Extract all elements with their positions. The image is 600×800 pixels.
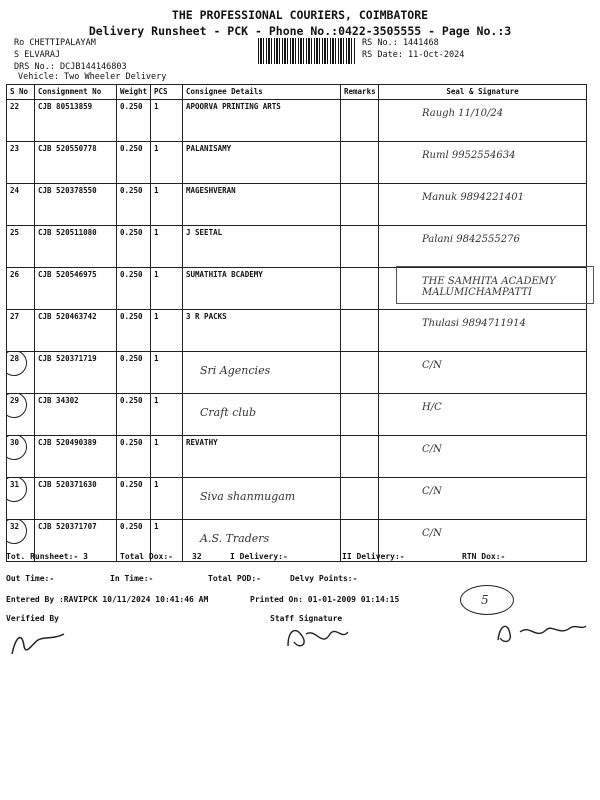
cell-pcs: 1 — [151, 142, 183, 184]
cell-weight: 0.250 — [117, 226, 151, 268]
handwritten-signature: Raugh 11/10/24 — [422, 108, 504, 119]
cell-sno: 26 — [7, 268, 35, 310]
cell-signature — [379, 184, 587, 226]
handwritten-signature: Palani 9842555276 — [422, 234, 520, 245]
printed-on: Printed On: 01-01-2009 01:14:15 — [250, 595, 400, 604]
cell-remarks — [341, 478, 379, 520]
delvy-points: Delvy Points:- — [290, 574, 358, 583]
cell-weight: 0.250 — [117, 184, 151, 226]
cell-weight: 0.250 — [117, 394, 151, 436]
cell-consignment: CJB 520550778 — [35, 142, 117, 184]
circled-count — [460, 585, 514, 615]
cell-consignment: CJB 520546975 — [35, 268, 117, 310]
runsheet-table — [6, 84, 587, 562]
total-dox-label: Total Dox:- — [120, 552, 173, 561]
cell-consignment: CJB 34302 — [35, 394, 117, 436]
company-title: THE PROFESSIONAL COURIERS, COIMBATORE — [171, 8, 429, 22]
cell-remarks — [341, 184, 379, 226]
cell-consignment: CJB 520463742 — [35, 310, 117, 352]
staff-signature-label: Staff Signature — [270, 614, 343, 623]
cell-weight: 0.250 — [117, 268, 151, 310]
cell-consignee — [183, 352, 341, 394]
table-row — [7, 436, 587, 478]
cell-consignee: 3 R PACKS — [183, 310, 341, 352]
cell-signature — [379, 352, 587, 394]
cell-consignment: CJB 520371630 — [35, 478, 117, 520]
cell-consignment: CJB 520378550 — [35, 184, 117, 226]
vehicle-label: Vehicle: Two Wheeler Delivery — [18, 72, 167, 82]
rtn-dox: RTN Dox:- — [462, 552, 506, 561]
i-delivery: I Delivery:- — [230, 552, 288, 561]
tot-runsheet: Tot. Runsheet:- 3 — [6, 552, 88, 561]
cell-remarks — [341, 436, 379, 478]
cell-consignee: SUMATHITA BCADEMY — [183, 268, 341, 310]
handwritten-signature: Manuk 9894221401 — [422, 192, 524, 203]
in-time: In Time:- — [110, 574, 154, 583]
cell-pcs: 1 — [151, 352, 183, 394]
out-time: Out Time:- — [6, 574, 55, 583]
entered-by: Entered By :RAVIPCK 10/11/2024 10:41:46 AM — [6, 595, 209, 604]
cell-consignee: MAGESHVERAN — [183, 184, 341, 226]
circled-sno-mark — [7, 352, 28, 377]
cell-sno: 32 — [7, 520, 35, 562]
handwritten-signature: H/C — [422, 402, 442, 413]
table-row — [7, 310, 587, 352]
rs-number: RS No.: 1441468 — [362, 38, 439, 48]
cell-consignment: CJB 520511080 — [35, 226, 117, 268]
receiver-signature — [490, 614, 590, 650]
table-row — [7, 184, 587, 226]
cell-sno: 27 — [7, 310, 35, 352]
cell-weight: 0.250 — [117, 436, 151, 478]
handwritten-signature: C/N — [422, 486, 442, 497]
table-header-row — [7, 85, 587, 100]
cell-sno: 24 — [7, 184, 35, 226]
col-header-consignment: Consignment No — [35, 85, 117, 100]
handwritten-signature: THE SAMHITA ACADEMY MALUMICHAMPATTI — [422, 276, 556, 298]
circled-sno-mark — [7, 394, 28, 419]
cell-remarks — [341, 310, 379, 352]
total-dox-value: 32 — [192, 552, 202, 561]
route-label: Ro CHETTIPALAYAM — [14, 38, 96, 48]
cell-consignee: APOORVA PRINTING ARTS — [183, 100, 341, 142]
cell-consignee: J SEETAL — [183, 226, 341, 268]
cell-signature — [379, 100, 587, 142]
cell-remarks — [341, 142, 379, 184]
cell-pcs: 1 — [151, 520, 183, 562]
handwritten-signature: C/N — [422, 528, 442, 539]
runsheet-subtitle: Delivery Runsheet - PCK - Phone No.:0422-3505555 - Page No.:3 — [88, 24, 512, 38]
cell-pcs: 1 — [151, 436, 183, 478]
cell-weight: 0.250 — [117, 310, 151, 352]
cell-sno: 23 — [7, 142, 35, 184]
col-header-sno: S No — [7, 85, 35, 100]
col-header-pcs: PCS — [151, 85, 183, 100]
cell-remarks — [341, 268, 379, 310]
cell-pcs: 1 — [151, 394, 183, 436]
cell-consignment: CJB 80513859 — [35, 100, 117, 142]
circled-count-value: 5 — [481, 593, 489, 607]
cell-consignment: CJB 520490389 — [35, 436, 117, 478]
cell-weight: 0.250 — [117, 352, 151, 394]
cell-sno: 31 — [7, 478, 35, 520]
col-header-signature: Seal & Signature — [379, 85, 587, 100]
cell-consignee: REVATHY — [183, 436, 341, 478]
cell-consignment: CJB 520371719 — [35, 352, 117, 394]
cell-signature — [379, 310, 587, 352]
cell-remarks — [341, 100, 379, 142]
barcode-image — [258, 38, 356, 64]
academy-stamp — [396, 266, 594, 304]
handwritten-consignee: Craft club — [200, 406, 257, 419]
rs-date: RS Date: 11-Oct-2024 — [362, 50, 465, 60]
col-header-consignee: Consignee Details — [183, 85, 341, 100]
handwritten-consignee: Siva shanmugam — [200, 490, 296, 503]
cell-signature — [379, 394, 587, 436]
circled-sno-mark — [7, 478, 28, 503]
table-row — [7, 100, 587, 142]
table-row — [7, 226, 587, 268]
cell-consignee: PALANISAMY — [183, 142, 341, 184]
cell-pcs: 1 — [151, 310, 183, 352]
cell-pcs: 1 — [151, 478, 183, 520]
cell-consignee — [183, 478, 341, 520]
cell-weight: 0.250 — [117, 520, 151, 562]
cell-sno: 30 — [7, 436, 35, 478]
cell-pcs: 1 — [151, 268, 183, 310]
cell-remarks — [341, 352, 379, 394]
circled-sno-mark — [7, 520, 28, 545]
handwritten-consignee: Sri Agencies — [200, 364, 271, 377]
verified-by: Verified By — [6, 614, 59, 623]
cell-sno: 22 — [7, 100, 35, 142]
cell-sno: 29 — [7, 394, 35, 436]
cell-sno: 25 — [7, 226, 35, 268]
cell-consignment: CJB 520371707 — [35, 520, 117, 562]
cell-remarks — [341, 394, 379, 436]
ii-delivery: II Delivery:- — [342, 552, 405, 561]
col-header-weight: Weight — [117, 85, 151, 100]
cell-signature — [379, 142, 587, 184]
cell-remarks — [341, 226, 379, 268]
table-row — [7, 394, 587, 436]
drs-number: DRS No.: DCJB144146803 — [14, 62, 127, 72]
circled-sno-mark — [7, 436, 28, 461]
cell-pcs: 1 — [151, 226, 183, 268]
cell-signature — [379, 226, 587, 268]
cell-pcs: 1 — [151, 100, 183, 142]
handwritten-consignee: A.S. Traders — [200, 532, 270, 545]
handwritten-signature: Thulasi 9894711914 — [422, 318, 526, 329]
staff-label: S ELVARAJ — [14, 50, 61, 60]
cell-sno: 28 — [7, 352, 35, 394]
handwritten-signature: C/N — [422, 444, 442, 455]
col-header-remarks: Remarks — [341, 85, 379, 100]
cell-weight: 0.250 — [117, 100, 151, 142]
staff-signature — [282, 620, 352, 654]
cell-signature — [379, 478, 587, 520]
total-pod: Total POD:- — [208, 574, 261, 583]
table-row — [7, 478, 587, 520]
verifier-signature — [8, 626, 68, 660]
cell-consignee — [183, 394, 341, 436]
cell-weight: 0.250 — [117, 478, 151, 520]
cell-pcs: 1 — [151, 184, 183, 226]
cell-weight: 0.250 — [117, 142, 151, 184]
table-row — [7, 142, 587, 184]
handwritten-signature: Ruml 9952554634 — [422, 150, 516, 161]
table-row — [7, 352, 587, 394]
handwritten-signature: C/N — [422, 360, 442, 371]
cell-signature — [379, 436, 587, 478]
